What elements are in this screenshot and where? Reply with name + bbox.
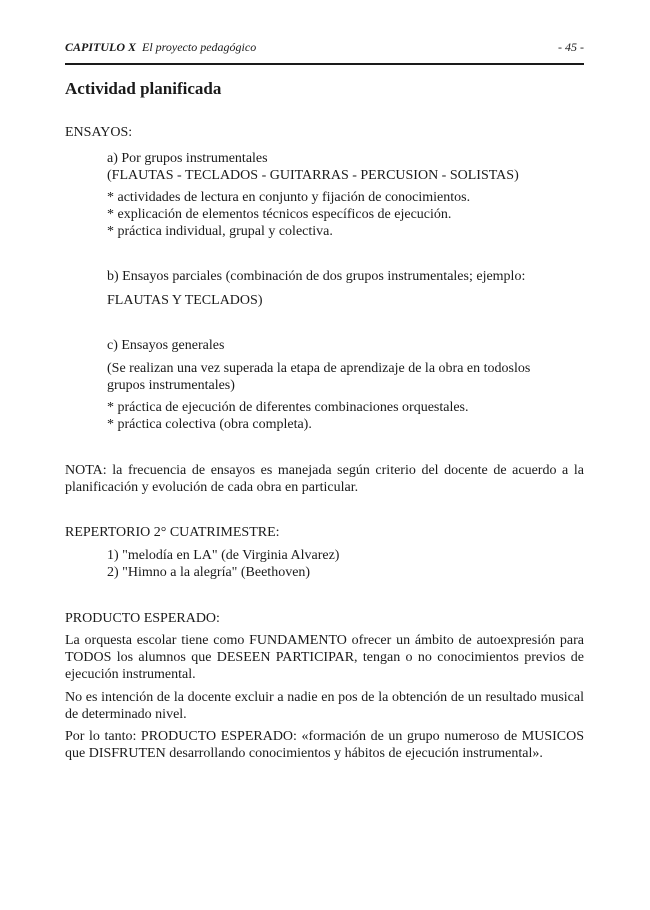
producto-paragraph: Por lo tanto: PRODUCTO ESPERADO: «formación de un grupo numeroso de MUSICOS que DISFRUTEN desarrollando conocimientos y hábitos de ejecución instrumental».	[65, 729, 584, 761]
producto-heading: PRODUCTO ESPERADO:	[65, 611, 220, 626]
ensayos-c-note-line2: grupos instrumentales)	[107, 378, 235, 393]
ensayos-a-bullet: * explicación de elementos técnicos específicos de ejecución.	[107, 207, 452, 222]
ensayos-c-bullet: * práctica de ejecución de diferentes combinaciones orquestales.	[107, 400, 469, 415]
producto-paragraph: La orquesta escolar tiene como FUNDAMENTO ofrecer un ámbito de autoexpresión para TODOS los alumnos que DESEEN PARTICIPAR, tengan o no conocimientos previos de ejecución instrumental.	[65, 633, 584, 682]
ensayos-heading: ENSAYOS:	[65, 125, 133, 140]
ensayos-a-bullet: * práctica individual, grupal y colectiva.	[107, 224, 333, 239]
producto-paragraph: No es intención de la docente excluir a nadie en pos de la obtención de un resultado musical de determinado nivel.	[65, 690, 584, 722]
ensayos-c-bullet: * práctica colectiva (obra completa).	[107, 417, 312, 432]
ensayos-b-line2: FLAUTAS Y TECLADOS)	[107, 293, 263, 308]
running-header	[65, 40, 584, 56]
ensayos-a-bullet: * actividades de lectura en conjunto y fijación de conocimientos.	[107, 190, 471, 205]
ensayos-a-groups: (FLAUTAS - TECLADOS - GUITARRAS - PERCUSION - SOLISTAS)	[107, 168, 519, 183]
header-rule	[65, 63, 584, 65]
chapter-label: CAPITULO X	[65, 40, 137, 54]
ensayos-a-title: a) Por grupos instrumentales	[107, 151, 268, 166]
chapter-title: El proyecto pedagógico	[142, 40, 257, 54]
repertorio-heading: REPERTORIO 2° CUATRIMESTRE:	[65, 525, 280, 540]
repertorio-item: 2) "Himno a la alegría" (Beethoven)	[107, 565, 311, 580]
ensayos-c-title: c) Ensayos generales	[107, 338, 225, 353]
ensayos-c-note-line1: (Se realizan una vez superada la etapa de aprendizaje de la obra en todoslos	[107, 361, 531, 376]
nota-paragraph: NOTA: la frecuencia de ensayos es manejada según criterio del docente de acuerdo a la planificación y evolución de cada obra en particular.	[65, 463, 584, 495]
section-title: Actividad planificada	[65, 79, 222, 98]
page-number: - 45 -	[558, 40, 584, 54]
ensayos-b-line1: b) Ensayos parciales (combinación de dos grupos instrumentales; ejemplo:	[107, 269, 526, 284]
repertorio-item: 1) "melodía en LA" (de Virginia Alvarez)	[107, 548, 340, 563]
